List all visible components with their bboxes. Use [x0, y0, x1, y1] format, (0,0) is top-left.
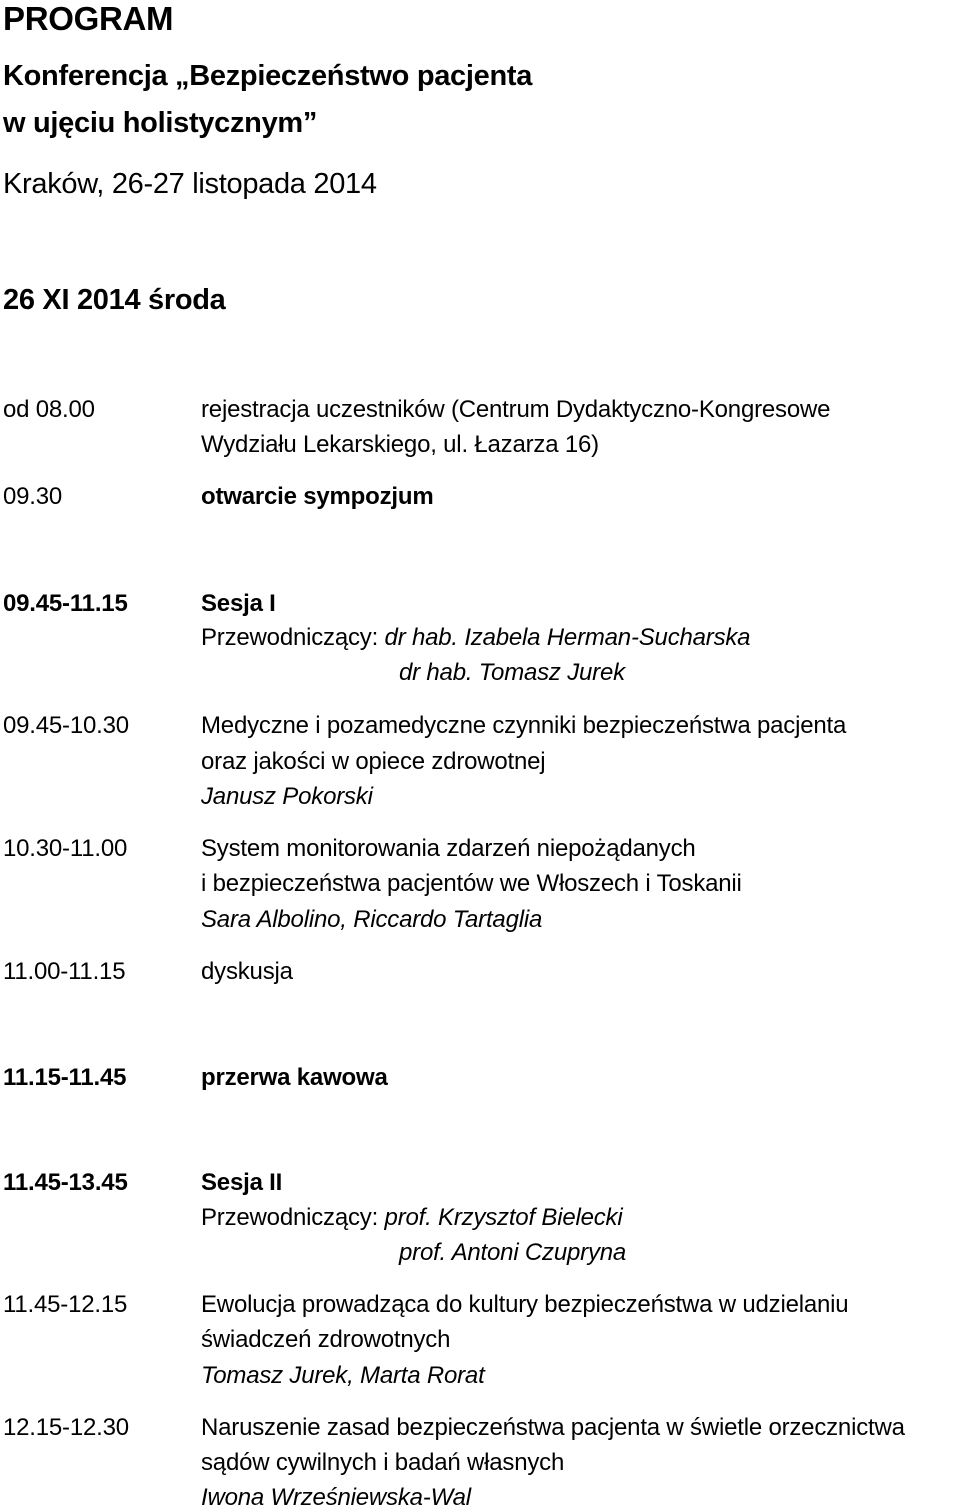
item-title: otwarcie sympozjum: [201, 483, 434, 510]
speaker-names: Iwona Wrześniewska-Wal: [201, 1484, 471, 1511]
item-text-line: Ewolucja prowadząca do kultury bezpieczeństwa w udzielaniu: [201, 1291, 849, 1318]
chair-line: [201, 1204, 623, 1232]
item-title: dyskusja: [201, 958, 293, 985]
time-label: 09.45-10.30: [3, 712, 129, 739]
chair-label: Przewodniczący:: [201, 1204, 385, 1231]
conference-title-line-1: Konferencja „Bezpieczeństwo pacjenta: [3, 60, 533, 92]
speaker-names: Tomasz Jurek, Marta Rorat: [201, 1362, 485, 1389]
time-label: 11.45-13.45: [3, 1169, 128, 1196]
item-text-line: i bezpieczeństwa pacjentów we Włoszech i Toskanii: [201, 870, 742, 897]
day-heading: 26 XI 2014 środa: [3, 284, 226, 316]
item-text-line: świadczeń zdrowotnych: [201, 1326, 451, 1353]
time-label: 09.30: [3, 483, 63, 510]
speaker-names: Janusz Pokorski: [201, 783, 373, 810]
item-text-line: Medyczne i pozamedyczne czynniki bezpieczeństwa pacjenta: [201, 712, 847, 739]
time-label: 11.45-12.15: [3, 1291, 128, 1318]
item-text-line: Wydziału Lekarskiego, ul. Łazarza 16): [201, 431, 599, 458]
item-text-line: rejestracja uczestników (Centrum Dydaktyczno-Kongresowe: [201, 396, 831, 423]
time-label: 10.30-11.00: [3, 835, 128, 862]
time-label: 11.00-11.15: [3, 958, 126, 985]
chair-name: prof. Krzysztof Bielecki: [384, 1204, 623, 1231]
session-title: Sesja I: [201, 590, 276, 617]
chair-name: dr hab. Izabela Herman-Sucharska: [384, 624, 751, 651]
speaker-names: Sara Albolino, Riccardo Tartaglia: [201, 906, 543, 933]
item-text-line: System monitorowania zdarzeń niepożądanych: [201, 835, 696, 862]
session-title: Sesja II: [201, 1169, 283, 1196]
program-heading: PROGRAM: [3, 0, 174, 37]
conference-title-line-2: w ujęciu holistycznym”: [3, 107, 318, 139]
time-label: 12.15-12.30: [3, 1414, 129, 1441]
conference-place-date: Kraków, 26-27 listopada 2014: [3, 168, 377, 200]
time-label: 09.45-11.15: [3, 590, 128, 617]
chair-line: [201, 624, 750, 652]
time-label: od 08.00: [3, 396, 95, 423]
item-text-line: oraz jakości w opiece zdrowotnej: [201, 748, 546, 775]
item-text-line: Naruszenie zasad bezpieczeństwa pacjenta w świetle orzecznictwa: [201, 1414, 905, 1441]
chair-name: dr hab. Tomasz Jurek: [399, 659, 625, 686]
item-text-line: sądów cywilnych i badań własnych: [201, 1449, 565, 1476]
chair-name: prof. Antoni Czupryna: [399, 1239, 627, 1266]
time-label: 11.15-11.45: [3, 1064, 127, 1091]
chair-label: Przewodniczący:: [201, 624, 385, 651]
item-title: przerwa kawowa: [201, 1064, 388, 1091]
